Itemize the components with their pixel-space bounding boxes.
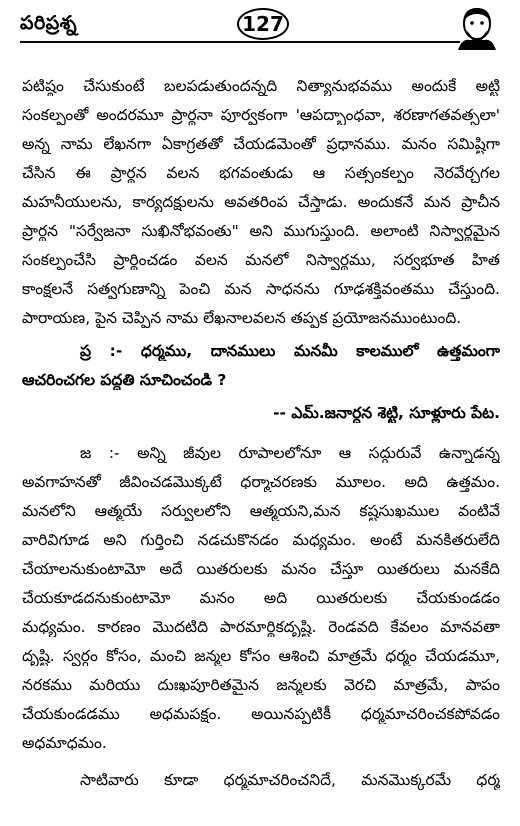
header-rule xyxy=(20,41,460,43)
body-line: పటిష్ఠం చేసుకుంటే బలపడుతుందన్నది నిత్యానుభవము అందుకే అట్టి xyxy=(22,77,500,95)
answer-line: అవగాహనతో జీవించడమొక్కటే ధర్మాచరణకు మూలం. అది ఉత్తమం. xyxy=(22,473,500,491)
body-line: ప్రార్థన "సర్వేజనా సుఖినోభవంతు" అని ముగుస్తుంది. అలాంటి నిస్వార్థమైన xyxy=(22,222,500,240)
answer-line: మనలోని ఆత్మయే సర్వులలోని ఆత్మయని,మన కష్టసుఖముల వంటివే xyxy=(22,502,500,520)
body-line: కాంక్షలనే సత్వగుణాన్ని పెంచి మన సాధనను గూఢశక్తివంతము చేస్తుంది. xyxy=(22,280,500,298)
answer-line: వారివిగూడ అని గుర్తించి నడచుకొనడం మధ్యమం. అంటే మనకితరులేది xyxy=(22,531,500,549)
body-line: సంకల్పంచేసి ప్రార్థించడం వలన మనలో నిస్వార్థము, సర్వభూత హిత xyxy=(22,251,500,269)
page-header xyxy=(0,0,520,62)
body-line: సంకల్పంతో అందరమూ ప్రార్థనా పూర్వకంగా 'ఆపద్బాంధవా, శరణాగతవత్సలా' xyxy=(22,106,500,124)
answer-line: చేయకుండడము అధమపక్షం. అయినప్పటికీ ధర్మమాచరించకపోవడం xyxy=(22,705,500,723)
body-line: అన్న నామ లేఖనగా ఏకాగ్రతతో చేయడమెంతో ప్రధానము. మనం సమిష్టిగా xyxy=(22,135,500,153)
answer-line: చేయాలనుకుంటామో అదే యితరులకు మనం చేస్తూ యితరులు మనకేది xyxy=(22,560,500,578)
answer-line: దృష్టి. స్వర్గం కోసం, మంచి జన్మల కోసం ఆశించి మాత్రమే ధర్మం చేయడమూ, xyxy=(22,647,500,665)
question-attribution: -- ఎమ్.జనార్ధన శెట్టి, సూళ్లూరు పేట. xyxy=(273,404,500,422)
body-line: చేసిన ఈ ప్రార్థన వలన భగవంతుడు ఆ సత్సంకల్పం నెరవేర్చగల xyxy=(22,164,500,182)
answer-line: జ :- అన్ని జీవుల రూపాలలోనూ ఆ సద్గురువే ఉన్నాడన్న xyxy=(80,444,500,462)
body-line: పారాయణ, పైన చెప్పిన నామ లేఖనాలవలన తప్పక ప్రయోజనముంటుంది. xyxy=(22,309,462,327)
answer-line: చేయకూడదనుకుంటామో మనం అది యితరులకు చేయకుండడం xyxy=(22,589,500,607)
guru-portrait-icon xyxy=(452,4,502,50)
question-line: ప్ర :- ధర్మము, దానములు మనమీ కాలములో ఉత్తమంగా xyxy=(80,342,500,360)
running-title: పరిప్రశ్న xyxy=(20,12,78,34)
question-line: ఆచరించగల పద్ధతి సూచించండి ? xyxy=(22,371,227,389)
answer-line: అధమాధమం. xyxy=(22,734,107,752)
answer-line: నరకము మరియు దుఃఖపూరితమైన జన్మలకు వెరచి మాత్రమే, పాపం xyxy=(22,676,500,694)
page-number: 127 xyxy=(237,8,289,40)
body-line: మహనీయులను, కార్యదక్షులను అవతరింప చేస్తాడు. అందుకనే మన ప్రాచీన xyxy=(22,193,500,211)
answer-line: మధ్యమం. కారణం మొదటిది పారమార్థికదృష్టి. రెండవది కేవలం మానవతా xyxy=(22,618,500,636)
answer-line: సాటివారు కూడా ధర్మమాచరించనిదే, మనమొక్కరమే ధర్మ xyxy=(80,771,500,789)
